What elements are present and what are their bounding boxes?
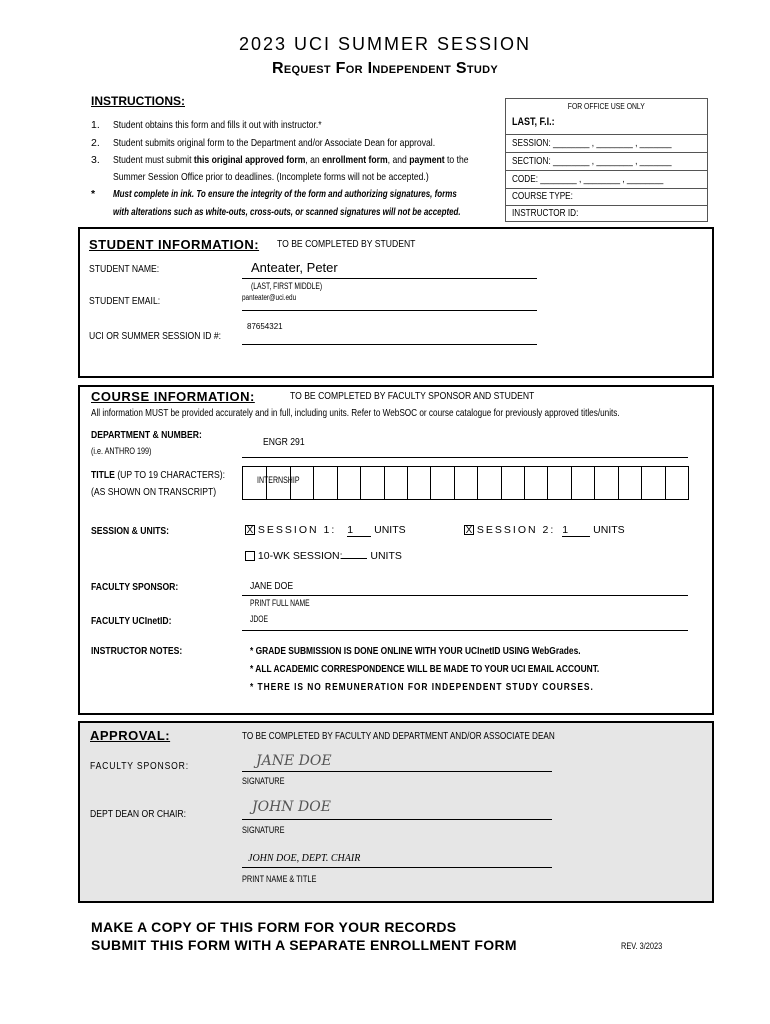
office-session-row: SESSION: ________ , ________ , _______ (506, 134, 707, 152)
office-instructor-id-row: INSTRUCTOR ID: (506, 205, 707, 222)
print-name-line (242, 867, 552, 868)
faculty-signature[interactable]: JANE DOE (256, 753, 332, 769)
student-info-note: TO BE COMPLETED BY STUDENT (277, 238, 416, 250)
instructor-note-2: * ALL ACADEMIC CORRESPONDENCE WILL BE MADE TO YOUR UCI EMAIL ACCOUNT. (250, 663, 600, 675)
student-id-line (242, 344, 537, 345)
student-id-label: UCI OR SUMMER SESSION ID #: (89, 330, 222, 342)
instruction-item-4: * (91, 188, 96, 200)
faculty-signature-line (242, 771, 552, 772)
instructor-note-3: * THERE IS NO REMUNERATION FOR INDEPENDENT STUDY COURSES. (250, 681, 594, 693)
faculty-signature-label: SIGNATURE (242, 776, 285, 786)
dept-number-label: DEPARTMENT & NUMBER: (91, 429, 202, 441)
title-field: INTERNSHIP (257, 475, 300, 485)
title-grid-cell (641, 467, 642, 499)
title-grid-cell (547, 467, 548, 499)
title-grid-cell (665, 467, 666, 499)
ten-week-checkbox[interactable] (245, 551, 255, 561)
session-2-units-field[interactable]: 1 (562, 524, 590, 537)
course-info-heading: COURSE INFORMATION: (91, 389, 255, 404)
print-name-field[interactable]: JOHN DOE, DEPT. CHAIR (248, 853, 361, 864)
instructor-notes-label: INSTRUCTOR NOTES: (91, 645, 183, 657)
instruction-item-3: 3. Student must submit this original approved form, an enrollment form, and payment to the (91, 154, 469, 166)
ink-warning: Must complete in ink. To ensure the integrity of the form and authorizing signatures, forms (113, 188, 457, 200)
title-grid-cell (407, 467, 408, 499)
student-name-label: STUDENT NAME: (89, 263, 160, 275)
session-1-units-label: UNITS (374, 524, 406, 536)
title-character-grid[interactable] (242, 466, 689, 500)
ucinetid-field[interactable]: JDOE (250, 614, 269, 624)
student-name-field[interactable]: Anteater, Peter (251, 260, 338, 275)
dept-number-hint: (i.e. ANTHRO 199) (91, 446, 152, 456)
course-info-section (78, 385, 714, 715)
student-email-field[interactable]: panteater@uci.edu (242, 293, 297, 302)
course-info-instructions: All information MUST be provided accurately and in full, including units. Refer to WebSOC or course catalogue for previously approved titles/units. (91, 407, 620, 419)
title-grid-cell (430, 467, 431, 499)
dean-signature-line (242, 819, 552, 820)
student-name-line (242, 278, 537, 279)
dean-signature[interactable]: JOHN DOE (252, 799, 331, 815)
title-grid-cell (524, 467, 525, 499)
session-2-units-label: UNITS (593, 524, 625, 536)
page-title: 2023 UCI SUMMER SESSION (238, 34, 532, 54)
session-2-row (464, 524, 625, 537)
ink-warning-cont: with alterations such as white-outs, cross-outs, or scanned signatures will not be accepted. (113, 206, 461, 218)
office-code-row: CODE: ________ , ________ , ________ (506, 170, 707, 188)
student-email-label: STUDENT EMAIL: (89, 295, 161, 307)
session-1-checkbox[interactable]: X (246, 525, 254, 537)
dean-signature-label: SIGNATURE (242, 825, 285, 835)
office-course-type-row: COURSE TYPE: (506, 188, 707, 205)
session-units-label: SESSION & UNITS: (91, 525, 169, 537)
approval-note: TO BE COMPLETED BY FACULTY AND DEPARTMENT AND/OR ASSOCIATE DEAN (242, 730, 555, 742)
title-grid-cell (477, 467, 478, 499)
instruction-item-2: 2. Student submits original form to the Department and/or Associate Dean for approval. (91, 137, 436, 149)
approval-heading: APPROVAL: (90, 728, 171, 743)
form-title: Request For Independent Study (272, 60, 498, 77)
instruction-item-3-cont: Summer Session Office prior to deadlines. (Incomplete forms will not be accepted.) (113, 171, 429, 183)
title-grid-cell (501, 467, 502, 499)
session-1-row (245, 524, 406, 537)
ucinetid-label: FACULTY UCInetID: (91, 615, 172, 627)
title-grid-cell (571, 467, 572, 499)
instructions-heading: INSTRUCTIONS: (91, 94, 185, 108)
student-name-hint: (LAST, FIRST MIDDLE) (251, 281, 323, 291)
session-2-label: SESSION 2: (476, 524, 556, 536)
approval-sponsor-label: FACULTY SPONSOR: (90, 760, 189, 772)
dept-number-field[interactable]: ENGR 291 (263, 436, 305, 448)
title-grid-cell (454, 467, 455, 499)
faculty-sponsor-hint: PRINT FULL NAME (250, 598, 310, 608)
ten-week-units-field[interactable] (341, 558, 367, 559)
session-2-checkbox[interactable]: X (465, 525, 473, 537)
title-hint: (AS SHOWN ON TRANSCRIPT) (91, 486, 217, 498)
ten-week-row (245, 550, 402, 562)
ucinetid-line (242, 630, 688, 631)
office-section-row: SECTION: ________ , ________ , _______ (506, 152, 707, 170)
student-info-heading: STUDENT INFORMATION: (89, 237, 260, 252)
session-1-label: SESSION 1: (257, 524, 337, 536)
approval-section (78, 721, 714, 903)
instructor-note-1: * GRADE SUBMISSION IS DONE ONLINE WITH YOUR UCInetID USING WebGrades. (250, 645, 581, 657)
title-grid-cell (360, 467, 361, 499)
dept-number-line (242, 457, 688, 458)
title-grid-cell (337, 467, 338, 499)
dean-label: DEPT DEAN OR CHAIR: (90, 808, 187, 820)
revision-label: REV. 3/2023 (621, 941, 663, 951)
instruction-item-1: 1. Student obtains this form and fills it out with instructor.* (91, 119, 322, 131)
office-use-heading: FOR OFFICE USE ONLY (568, 102, 645, 111)
footer-copy-note: MAKE A COPY OF THIS FORM FOR YOUR RECORDS (91, 919, 457, 935)
student-email-line (242, 310, 537, 311)
student-id-field[interactable]: 87654321 (247, 322, 283, 331)
print-name-label: PRINT NAME & TITLE (242, 874, 317, 884)
title-grid-cell (384, 467, 385, 499)
footer-submit-note: SUBMIT THIS FORM WITH A SEPARATE ENROLLMENT FORM (91, 937, 517, 953)
office-name-label: LAST, F.I.: (512, 116, 555, 128)
student-info-section (78, 227, 714, 378)
title-label: TITLE (UP TO 19 CHARACTERS): (91, 469, 225, 481)
faculty-sponsor-line (242, 595, 688, 596)
faculty-sponsor-field[interactable]: JANE DOE (250, 580, 294, 592)
title-grid-cell (618, 467, 619, 499)
title-grid-cell (594, 467, 595, 499)
ten-week-label: 10-WK SESSION: (257, 550, 343, 562)
faculty-sponsor-label: FACULTY SPONSOR: (91, 581, 179, 593)
ten-week-units-label: UNITS (370, 550, 402, 562)
session-1-units-field[interactable]: 1 (347, 524, 371, 537)
course-info-note: TO BE COMPLETED BY FACULTY SPONSOR AND STUDENT (290, 390, 535, 402)
office-use-box (505, 98, 708, 222)
title-grid-cell (313, 467, 314, 499)
